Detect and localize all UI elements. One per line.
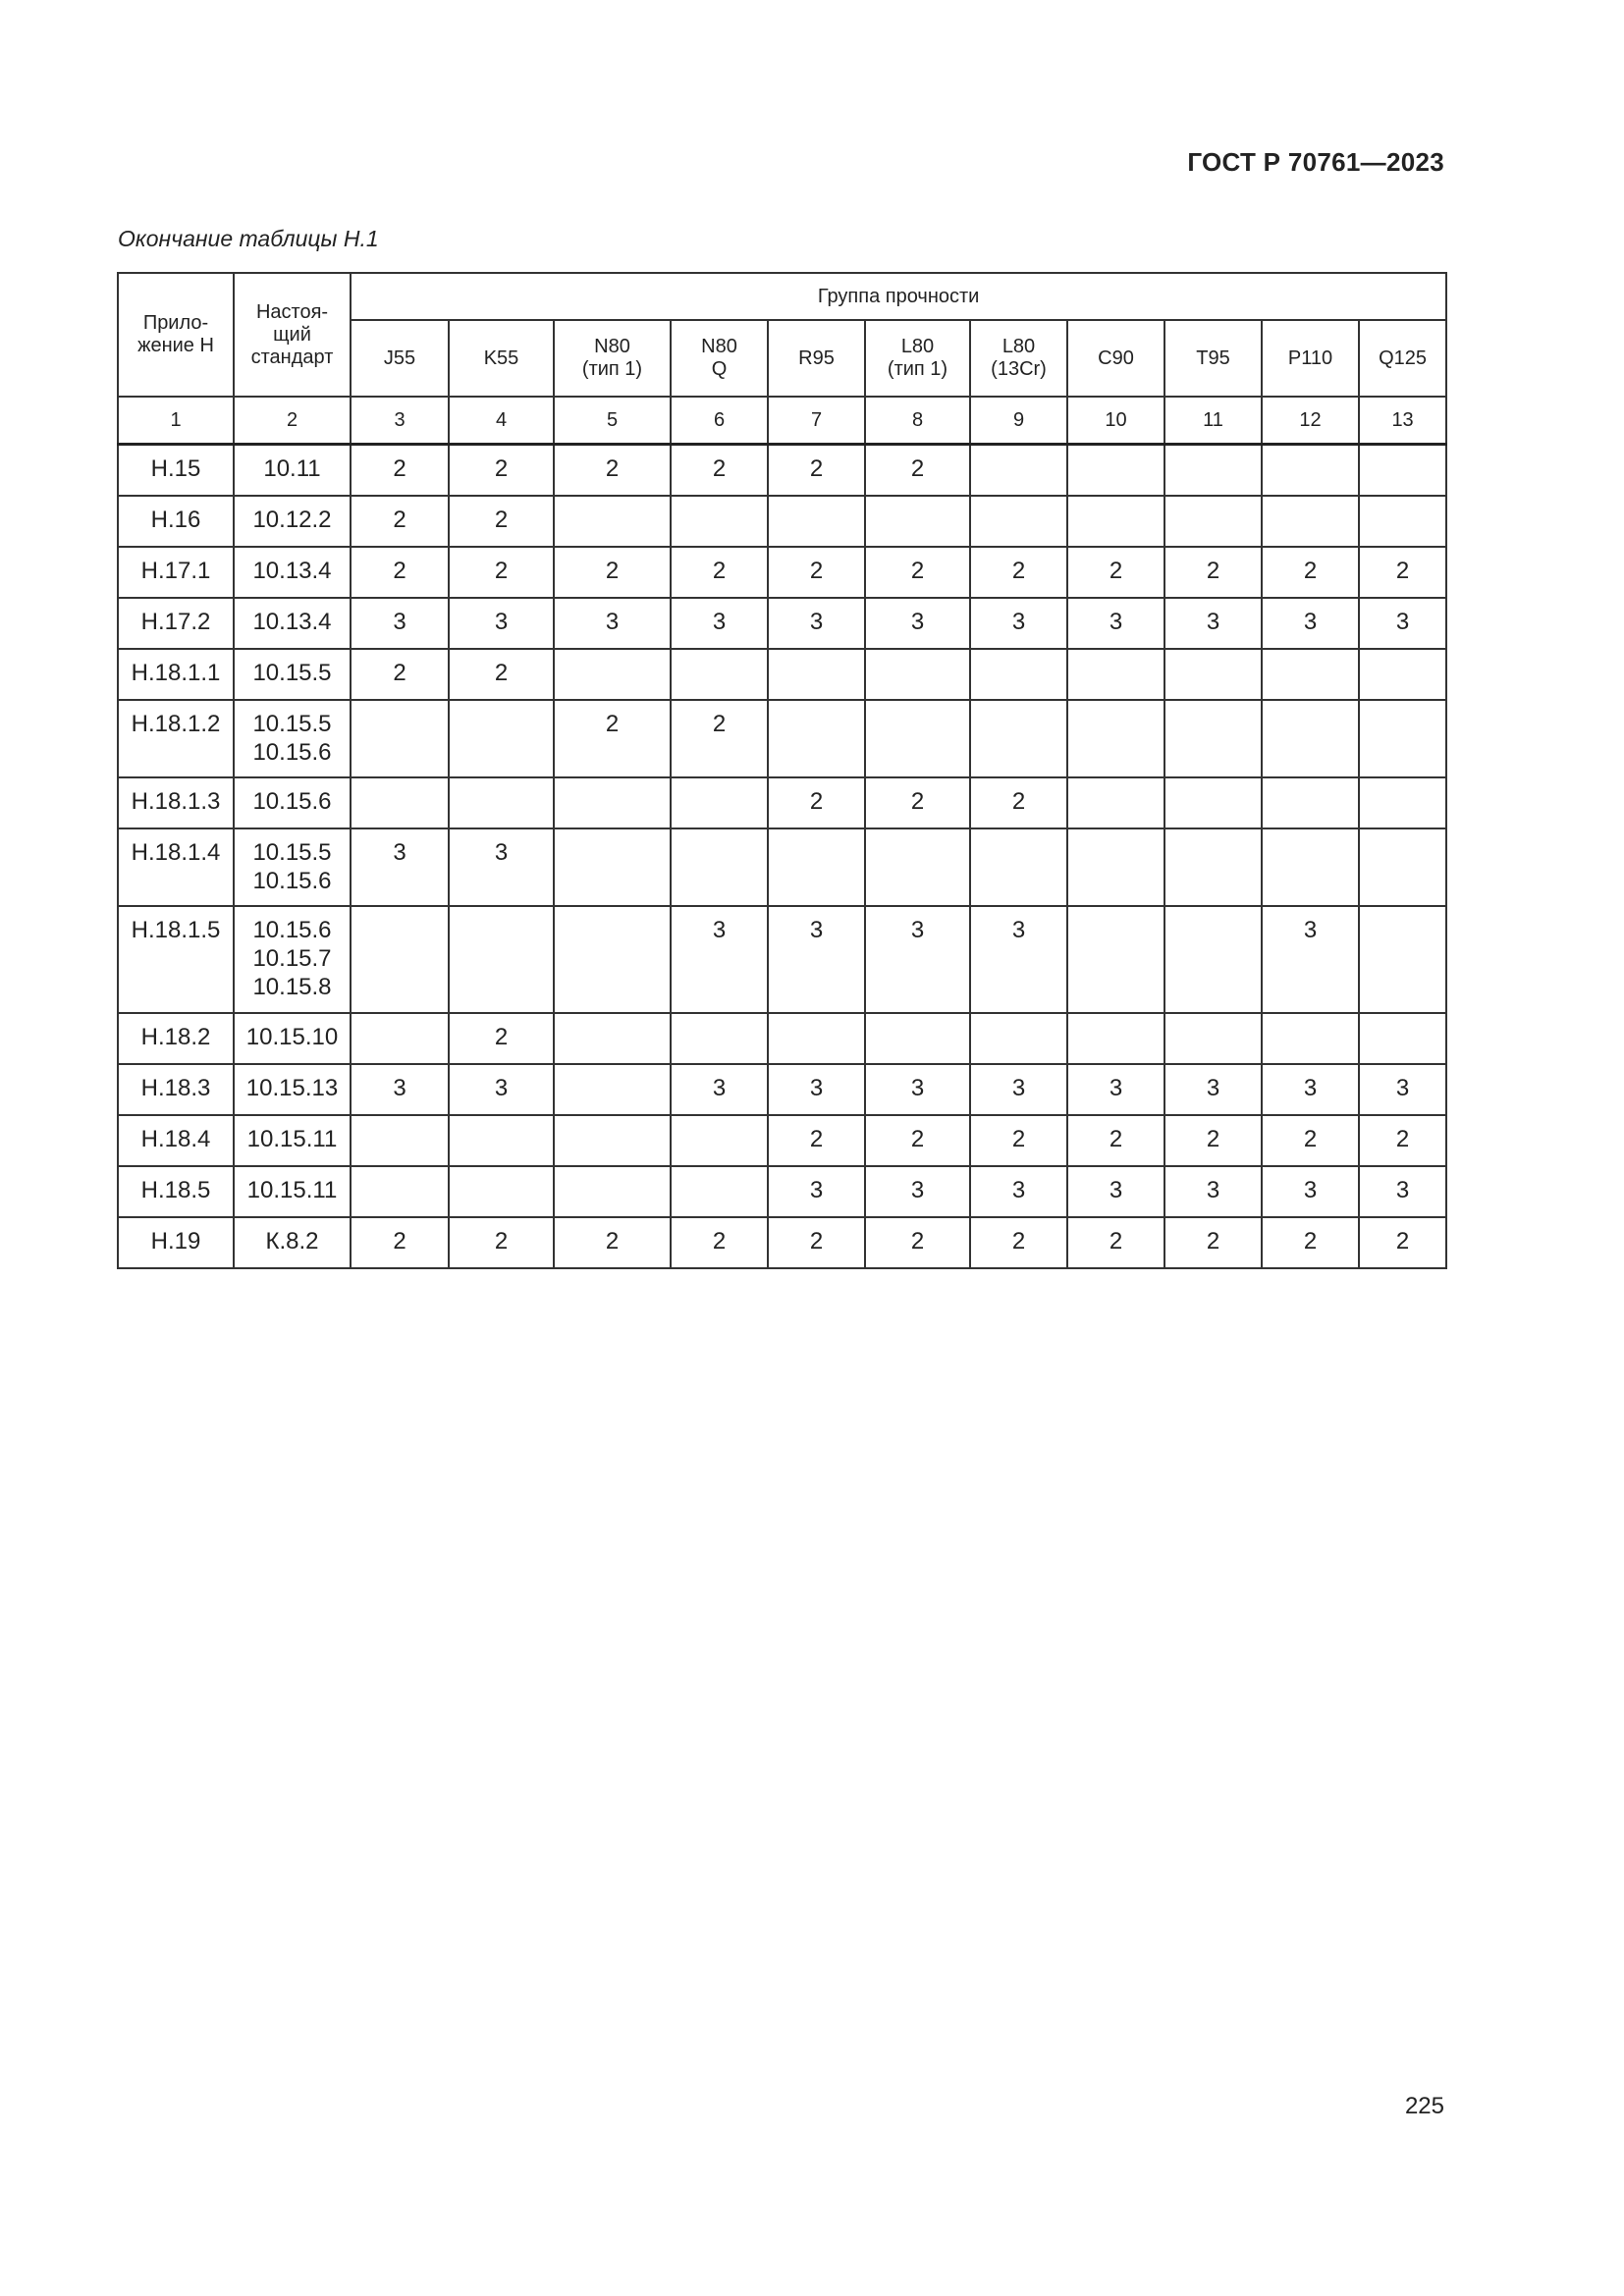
value-cell: [1164, 445, 1262, 496]
clause-cell: 10.15.5: [234, 649, 351, 700]
value-cell: 2: [449, 547, 554, 598]
table-row: [118, 598, 1446, 649]
value-cell: [768, 1013, 865, 1064]
value-cell: [865, 1013, 970, 1064]
appendix-cell: Н.18.5: [118, 1166, 234, 1217]
appendix-cell: Н.18.1.3: [118, 777, 234, 828]
clause-cell: 10.15.6: [234, 777, 351, 828]
value-cell: 3: [449, 1064, 554, 1115]
column-number: 13: [1359, 397, 1446, 445]
table-caption: Окончание таблицы Н.1: [118, 226, 379, 251]
column-number: 9: [970, 397, 1067, 445]
table-row: [118, 777, 1446, 828]
clause-cell: 10.15.6 10.15.7 10.15.8: [234, 906, 351, 1013]
value-cell: 3: [351, 598, 449, 649]
value-cell: 2: [1164, 1217, 1262, 1268]
value-cell: 2: [449, 496, 554, 547]
value-cell: [671, 649, 768, 700]
value-cell: 2: [449, 1013, 554, 1064]
value-cell: [1359, 445, 1446, 496]
value-cell: 2: [671, 1217, 768, 1268]
clause-cell: 10.15.10: [234, 1013, 351, 1064]
value-cell: [865, 496, 970, 547]
value-cell: 2: [449, 1217, 554, 1268]
value-cell: [554, 828, 671, 906]
value-cell: 2: [351, 649, 449, 700]
value-cell: [1164, 649, 1262, 700]
column-number: 4: [449, 397, 554, 445]
value-cell: 2: [554, 547, 671, 598]
value-cell: 3: [768, 1166, 865, 1217]
value-cell: 2: [768, 1115, 865, 1166]
appendix-cell: Н.18.3: [118, 1064, 234, 1115]
column-number: 8: [865, 397, 970, 445]
document-code: ГОСТ Р 70761—2023: [1187, 147, 1444, 177]
value-cell: [1067, 777, 1164, 828]
value-cell: [554, 1115, 671, 1166]
value-cell: 2: [449, 445, 554, 496]
value-cell: [1067, 445, 1164, 496]
value-cell: 2: [1067, 1115, 1164, 1166]
column-number: 7: [768, 397, 865, 445]
header-row-group: [118, 273, 1446, 320]
value-cell: [768, 649, 865, 700]
value-cell: 3: [865, 1166, 970, 1217]
header-row-column-numbers: [118, 397, 1446, 445]
value-cell: [865, 649, 970, 700]
column-number: 11: [1164, 397, 1262, 445]
value-cell: 2: [970, 1217, 1067, 1268]
value-cell: [1164, 828, 1262, 906]
table-row: [118, 828, 1446, 906]
grade-header: N80 (тип 1): [554, 320, 671, 397]
value-cell: 2: [865, 777, 970, 828]
column-number: 5: [554, 397, 671, 445]
column-number: 2: [234, 397, 351, 445]
value-cell: 2: [351, 445, 449, 496]
value-cell: 2: [554, 445, 671, 496]
value-cell: 2: [449, 649, 554, 700]
value-cell: 3: [1262, 906, 1359, 1013]
value-cell: 3: [1164, 1166, 1262, 1217]
value-cell: 2: [865, 1217, 970, 1268]
value-cell: 2: [970, 547, 1067, 598]
appendix-cell: Н.18.1.4: [118, 828, 234, 906]
clause-cell: 10.15.5 10.15.6: [234, 700, 351, 777]
value-cell: [1359, 906, 1446, 1013]
grade-header: T95: [1164, 320, 1262, 397]
value-cell: 2: [1262, 547, 1359, 598]
value-cell: 3: [671, 598, 768, 649]
value-cell: [1067, 496, 1164, 547]
value-cell: 3: [1067, 1166, 1164, 1217]
value-cell: [865, 700, 970, 777]
value-cell: [970, 700, 1067, 777]
clause-cell: 10.12.2: [234, 496, 351, 547]
value-cell: 3: [449, 598, 554, 649]
value-cell: [449, 1115, 554, 1166]
value-cell: [351, 1115, 449, 1166]
value-cell: 3: [865, 906, 970, 1013]
value-cell: 3: [1359, 598, 1446, 649]
table-row: [118, 1217, 1446, 1268]
value-cell: [449, 777, 554, 828]
value-cell: 3: [1067, 598, 1164, 649]
value-cell: 2: [1359, 1217, 1446, 1268]
value-cell: [970, 828, 1067, 906]
value-cell: 2: [768, 777, 865, 828]
strength-group-header: Группа прочности: [351, 273, 1446, 320]
value-cell: 3: [1262, 1166, 1359, 1217]
grade-header: R95: [768, 320, 865, 397]
value-cell: [1262, 445, 1359, 496]
value-cell: [1164, 777, 1262, 828]
value-cell: [554, 1013, 671, 1064]
grade-header: L80 (13Cr): [970, 320, 1067, 397]
value-cell: [1164, 906, 1262, 1013]
value-cell: [671, 496, 768, 547]
value-cell: [1359, 700, 1446, 777]
col-standard-header: Настоя- щий стандарт: [234, 273, 351, 397]
clause-cell: 10.15.13: [234, 1064, 351, 1115]
value-cell: 3: [865, 598, 970, 649]
value-cell: 2: [1067, 1217, 1164, 1268]
value-cell: 2: [671, 700, 768, 777]
value-cell: [351, 1013, 449, 1064]
value-cell: [1359, 777, 1446, 828]
value-cell: [1067, 906, 1164, 1013]
value-cell: 2: [554, 1217, 671, 1268]
value-cell: 3: [1164, 598, 1262, 649]
value-cell: 3: [554, 598, 671, 649]
value-cell: [1262, 496, 1359, 547]
value-cell: [768, 828, 865, 906]
clause-cell: К.8.2: [234, 1217, 351, 1268]
value-cell: [671, 1013, 768, 1064]
value-cell: 3: [1164, 1064, 1262, 1115]
value-cell: 2: [970, 1115, 1067, 1166]
value-cell: 3: [671, 906, 768, 1013]
value-cell: [1359, 1013, 1446, 1064]
value-cell: 2: [351, 547, 449, 598]
value-cell: 3: [449, 828, 554, 906]
value-cell: 2: [1359, 1115, 1446, 1166]
table-row: [118, 1013, 1446, 1064]
column-number: 1: [118, 397, 234, 445]
value-cell: [970, 649, 1067, 700]
appendix-cell: Н.18.4: [118, 1115, 234, 1166]
value-cell: 2: [1067, 547, 1164, 598]
value-cell: 2: [1164, 547, 1262, 598]
value-cell: 2: [1262, 1115, 1359, 1166]
column-number: 10: [1067, 397, 1164, 445]
value-cell: 2: [768, 547, 865, 598]
col-appendix-header: Прило- жение Н: [118, 273, 234, 397]
appendix-cell: Н.18.1.2: [118, 700, 234, 777]
value-cell: [768, 496, 865, 547]
value-cell: [554, 496, 671, 547]
clause-cell: 10.11: [234, 445, 351, 496]
appendix-cell: Н.18.2: [118, 1013, 234, 1064]
value-cell: [449, 906, 554, 1013]
value-cell: 2: [865, 445, 970, 496]
table-row: [118, 496, 1446, 547]
value-cell: [970, 496, 1067, 547]
table-row: [118, 906, 1446, 1013]
appendix-cell: Н.18.1.1: [118, 649, 234, 700]
value-cell: 3: [1262, 598, 1359, 649]
value-cell: 2: [351, 1217, 449, 1268]
value-cell: 2: [768, 445, 865, 496]
grade-header: C90: [1067, 320, 1164, 397]
value-cell: [554, 1064, 671, 1115]
value-cell: [554, 777, 671, 828]
value-cell: [970, 1013, 1067, 1064]
value-cell: 3: [970, 1064, 1067, 1115]
value-cell: [554, 906, 671, 1013]
value-cell: [351, 700, 449, 777]
strength-group-table: [117, 272, 1447, 1269]
value-cell: 3: [1067, 1064, 1164, 1115]
value-cell: [1067, 1013, 1164, 1064]
value-cell: [554, 1166, 671, 1217]
value-cell: [1262, 828, 1359, 906]
value-cell: [1359, 649, 1446, 700]
appendix-cell: Н.19: [118, 1217, 234, 1268]
value-cell: 2: [1262, 1217, 1359, 1268]
appendix-cell: Н.17.2: [118, 598, 234, 649]
value-cell: 2: [865, 547, 970, 598]
value-cell: [671, 828, 768, 906]
value-cell: 2: [671, 445, 768, 496]
value-cell: [449, 1166, 554, 1217]
value-cell: [865, 828, 970, 906]
clause-cell: 10.15.5 10.15.6: [234, 828, 351, 906]
grade-header: Q125: [1359, 320, 1446, 397]
value-cell: [1262, 1013, 1359, 1064]
table-row: [118, 1115, 1446, 1166]
value-cell: 3: [970, 1166, 1067, 1217]
value-cell: [1359, 828, 1446, 906]
value-cell: [1164, 1013, 1262, 1064]
appendix-cell: Н.15: [118, 445, 234, 496]
value-cell: [768, 700, 865, 777]
page-number: 225: [1404, 2093, 1444, 2119]
value-cell: [1262, 649, 1359, 700]
value-cell: 3: [1359, 1064, 1446, 1115]
value-cell: 3: [1262, 1064, 1359, 1115]
value-cell: 2: [554, 700, 671, 777]
value-cell: 3: [970, 598, 1067, 649]
value-cell: 3: [351, 828, 449, 906]
appendix-cell: Н.17.1: [118, 547, 234, 598]
grade-header: K55: [449, 320, 554, 397]
column-number: 6: [671, 397, 768, 445]
value-cell: 3: [970, 906, 1067, 1013]
value-cell: 3: [865, 1064, 970, 1115]
column-number: 3: [351, 397, 449, 445]
table-row: [118, 700, 1446, 777]
value-cell: 2: [970, 777, 1067, 828]
table-row: [118, 445, 1446, 496]
value-cell: [671, 1115, 768, 1166]
value-cell: [1262, 777, 1359, 828]
table-row: [118, 1064, 1446, 1115]
value-cell: [351, 906, 449, 1013]
value-cell: [1262, 700, 1359, 777]
value-cell: [1067, 649, 1164, 700]
grade-header: L80 (тип 1): [865, 320, 970, 397]
column-number: 12: [1262, 397, 1359, 445]
value-cell: [1359, 496, 1446, 547]
value-cell: 2: [351, 496, 449, 547]
grade-header: N80 Q: [671, 320, 768, 397]
value-cell: 3: [351, 1064, 449, 1115]
value-cell: [1164, 700, 1262, 777]
value-cell: [449, 700, 554, 777]
grade-header: J55: [351, 320, 449, 397]
value-cell: [970, 445, 1067, 496]
clause-cell: 10.15.11: [234, 1166, 351, 1217]
value-cell: [351, 777, 449, 828]
appendix-cell: Н.18.1.5: [118, 906, 234, 1013]
value-cell: [671, 1166, 768, 1217]
table-row: [118, 1166, 1446, 1217]
value-cell: 3: [768, 906, 865, 1013]
value-cell: [1164, 496, 1262, 547]
value-cell: 3: [671, 1064, 768, 1115]
value-cell: 2: [1164, 1115, 1262, 1166]
value-cell: 3: [768, 1064, 865, 1115]
value-cell: 2: [865, 1115, 970, 1166]
value-cell: 2: [671, 547, 768, 598]
appendix-cell: Н.16: [118, 496, 234, 547]
value-cell: 2: [768, 1217, 865, 1268]
clause-cell: 10.13.4: [234, 547, 351, 598]
value-cell: [351, 1166, 449, 1217]
grade-header: P110: [1262, 320, 1359, 397]
table-row: [118, 547, 1446, 598]
clause-cell: 10.15.11: [234, 1115, 351, 1166]
clause-cell: 10.13.4: [234, 598, 351, 649]
table-row: [118, 649, 1446, 700]
value-cell: [671, 777, 768, 828]
value-cell: [554, 649, 671, 700]
value-cell: 2: [1359, 547, 1446, 598]
table-body: [118, 445, 1446, 1268]
value-cell: [1067, 700, 1164, 777]
value-cell: [1067, 828, 1164, 906]
value-cell: 3: [1359, 1166, 1446, 1217]
value-cell: 3: [768, 598, 865, 649]
